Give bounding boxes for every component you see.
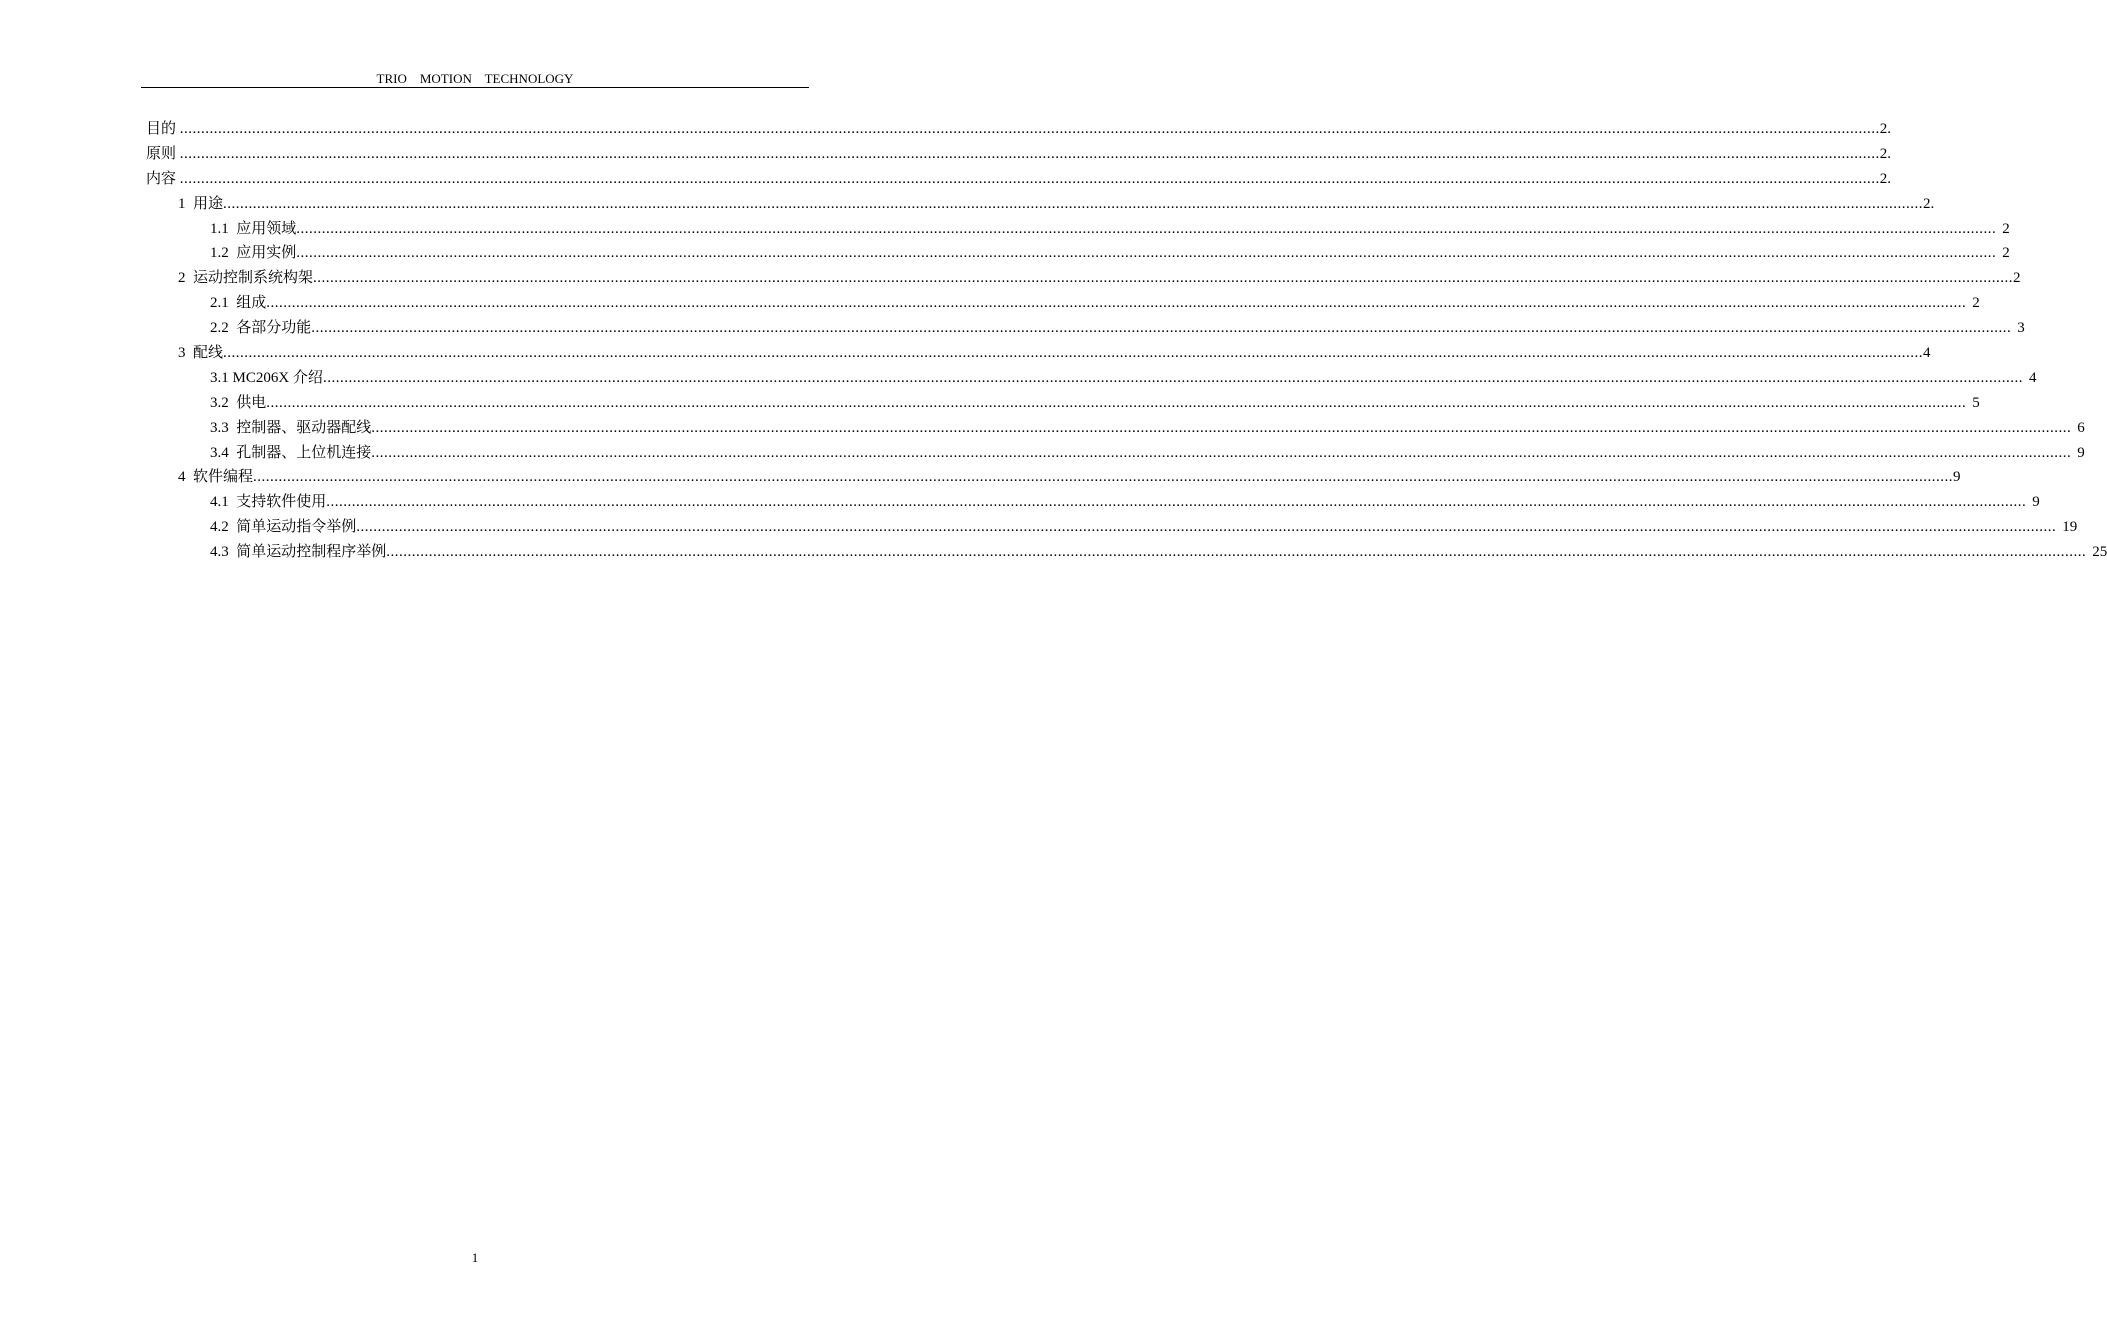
toc-dot-leader: ................................................................................................................................................................................................................................................................................................................................................................................................................ [313, 270, 2014, 287]
toc-dot-leader: ................................................................................................................................................................................................................................................................................................................................................................................................................ [223, 345, 1924, 362]
toc-dot-leader: ................................................................................................................................................................................................................................................................................................................................................................................................................ [253, 469, 1954, 486]
toc-dot-leader: ................................................................................................................................................................................................................................................................................................................................................................................................................ [322, 369, 2023, 386]
toc-dot-leader: ................................................................................................................................................................................................................................................................................................................................................................................................................ [356, 519, 2057, 536]
toc-entry-page: 3 [2017, 320, 2025, 337]
toc-entry[interactable] [146, 291, 1980, 316]
toc-entry-label: 目的 [146, 121, 180, 137]
toc-dot-leader: ................................................................................................................................................................................................................................................................................................................................................................................................................ [371, 444, 2072, 461]
toc-entry-page: 2. [1879, 145, 1892, 162]
toc-entry-label: 3.2 供电 [210, 394, 267, 411]
toc-entry-page: 2 [2002, 220, 2010, 237]
page-number: 1 [471, 1250, 479, 1265]
toc-dot-leader: ................................................................................................................................................................................................................................................................................................................................................................................................................ [266, 394, 1967, 411]
toc-entry[interactable] [146, 490, 2040, 515]
toc-entry-page: 9 [2032, 494, 2040, 511]
toc-entry[interactable] [146, 515, 2078, 540]
toc-entry[interactable] [146, 117, 1892, 142]
toc-entry-page: 2. [1923, 195, 1935, 212]
toc-entry-label: 4.2 简单运动指令举例 [210, 519, 357, 536]
toc-entry-page: 9 [2077, 444, 2085, 461]
toc-entry-label: 内容 [146, 170, 180, 187]
toc-entry-label: 2 运动控制系统构架 [178, 270, 314, 287]
toc-entry[interactable] [146, 366, 2037, 391]
page-header: TRIO MOTION TECHNOLOGY [141, 70, 809, 88]
toc-entry-page: 2. [1879, 121, 1892, 137]
toc-entry[interactable] [146, 142, 1892, 167]
toc-entry-page: 9 [1953, 469, 1961, 486]
toc-dot-leader: ................................................................................................................................................................................................................................................................................................................................................................................................................ [179, 170, 1880, 187]
toc-dot-leader: ................................................................................................................................................................................................................................................................................................................................................................................................................ [179, 121, 1880, 137]
toc-entry-page: 2 [1972, 295, 1980, 312]
table-of-contents [146, 117, 2107, 565]
toc-entry[interactable] [146, 241, 2010, 266]
toc-dot-leader: ................................................................................................................................................................................................................................................................................................................................................................................................................ [266, 295, 1967, 312]
toc-entry-label: 1.2 应用实例 [210, 245, 297, 262]
toc-entry-label: 原则 [146, 145, 180, 162]
toc-entry[interactable] [146, 316, 2025, 341]
toc-entry-page: 2 [2002, 245, 2010, 262]
toc-dot-leader: ................................................................................................................................................................................................................................................................................................................................................................................................................ [386, 544, 2087, 561]
toc-entry[interactable] [146, 540, 2107, 565]
toc-entry-label: 3.4 孔制器、上位机连接 [210, 444, 372, 461]
toc-entry[interactable] [146, 391, 1980, 416]
toc-entry-label: 4.1 支持软件使用 [210, 494, 327, 511]
toc-entry[interactable] [146, 266, 2021, 291]
toc-entry-page: 2 [2013, 270, 2021, 287]
toc-dot-leader: ................................................................................................................................................................................................................................................................................................................................................................................................................ [223, 195, 1924, 212]
toc-entry-label: 3.3 控制器、驱动器配线 [210, 419, 372, 436]
toc-dot-leader: ................................................................................................................................................................................................................................................................................................................................................................................................................ [311, 320, 2012, 337]
toc-entry[interactable] [146, 192, 1935, 217]
toc-entry[interactable] [146, 465, 1961, 490]
toc-entry[interactable] [146, 167, 1892, 192]
toc-entry-page: 4 [2028, 369, 2037, 386]
toc-entry-label: 3 配线 [178, 345, 224, 362]
toc-dot-leader: ................................................................................................................................................................................................................................................................................................................................................................................................................ [326, 494, 2027, 511]
toc-entry[interactable] [146, 416, 2085, 441]
toc-entry-page: 5 [1972, 394, 1980, 411]
toc-entry-page: 4 [1923, 345, 1931, 362]
toc-entry-label: 4.3 简单运动控制程序举例 [210, 544, 387, 561]
toc-entry-page: 2. [1879, 170, 1892, 187]
toc-dot-leader: ................................................................................................................................................................................................................................................................................................................................................................................................................ [296, 245, 1997, 262]
toc-entry[interactable] [146, 217, 2010, 242]
toc-entry-label: 1.1 应用领域 [210, 220, 297, 237]
toc-entry[interactable] [146, 441, 2085, 466]
toc-entry-label: 4 软件编程 [178, 469, 254, 486]
toc-entry-label: 2.2 各部分功能 [210, 320, 312, 337]
toc-entry-page: 6 [2077, 419, 2085, 436]
toc-entry[interactable] [146, 341, 1931, 366]
toc-entry-label: 2.1 组成 [210, 295, 267, 312]
toc-dot-leader: ................................................................................................................................................................................................................................................................................................................................................................................................................ [371, 419, 2072, 436]
toc-entry-page: 25 [2092, 544, 2107, 561]
toc-entry-page: 19 [2062, 519, 2078, 536]
toc-entry-label: 1 用途 [178, 195, 224, 212]
toc-entry-label: 3.1 MC206X 介绍 [210, 369, 323, 386]
toc-dot-leader: ................................................................................................................................................................................................................................................................................................................................................................................................................ [179, 145, 1880, 162]
toc-dot-leader: ................................................................................................................................................................................................................................................................................................................................................................................................................ [296, 220, 1997, 237]
